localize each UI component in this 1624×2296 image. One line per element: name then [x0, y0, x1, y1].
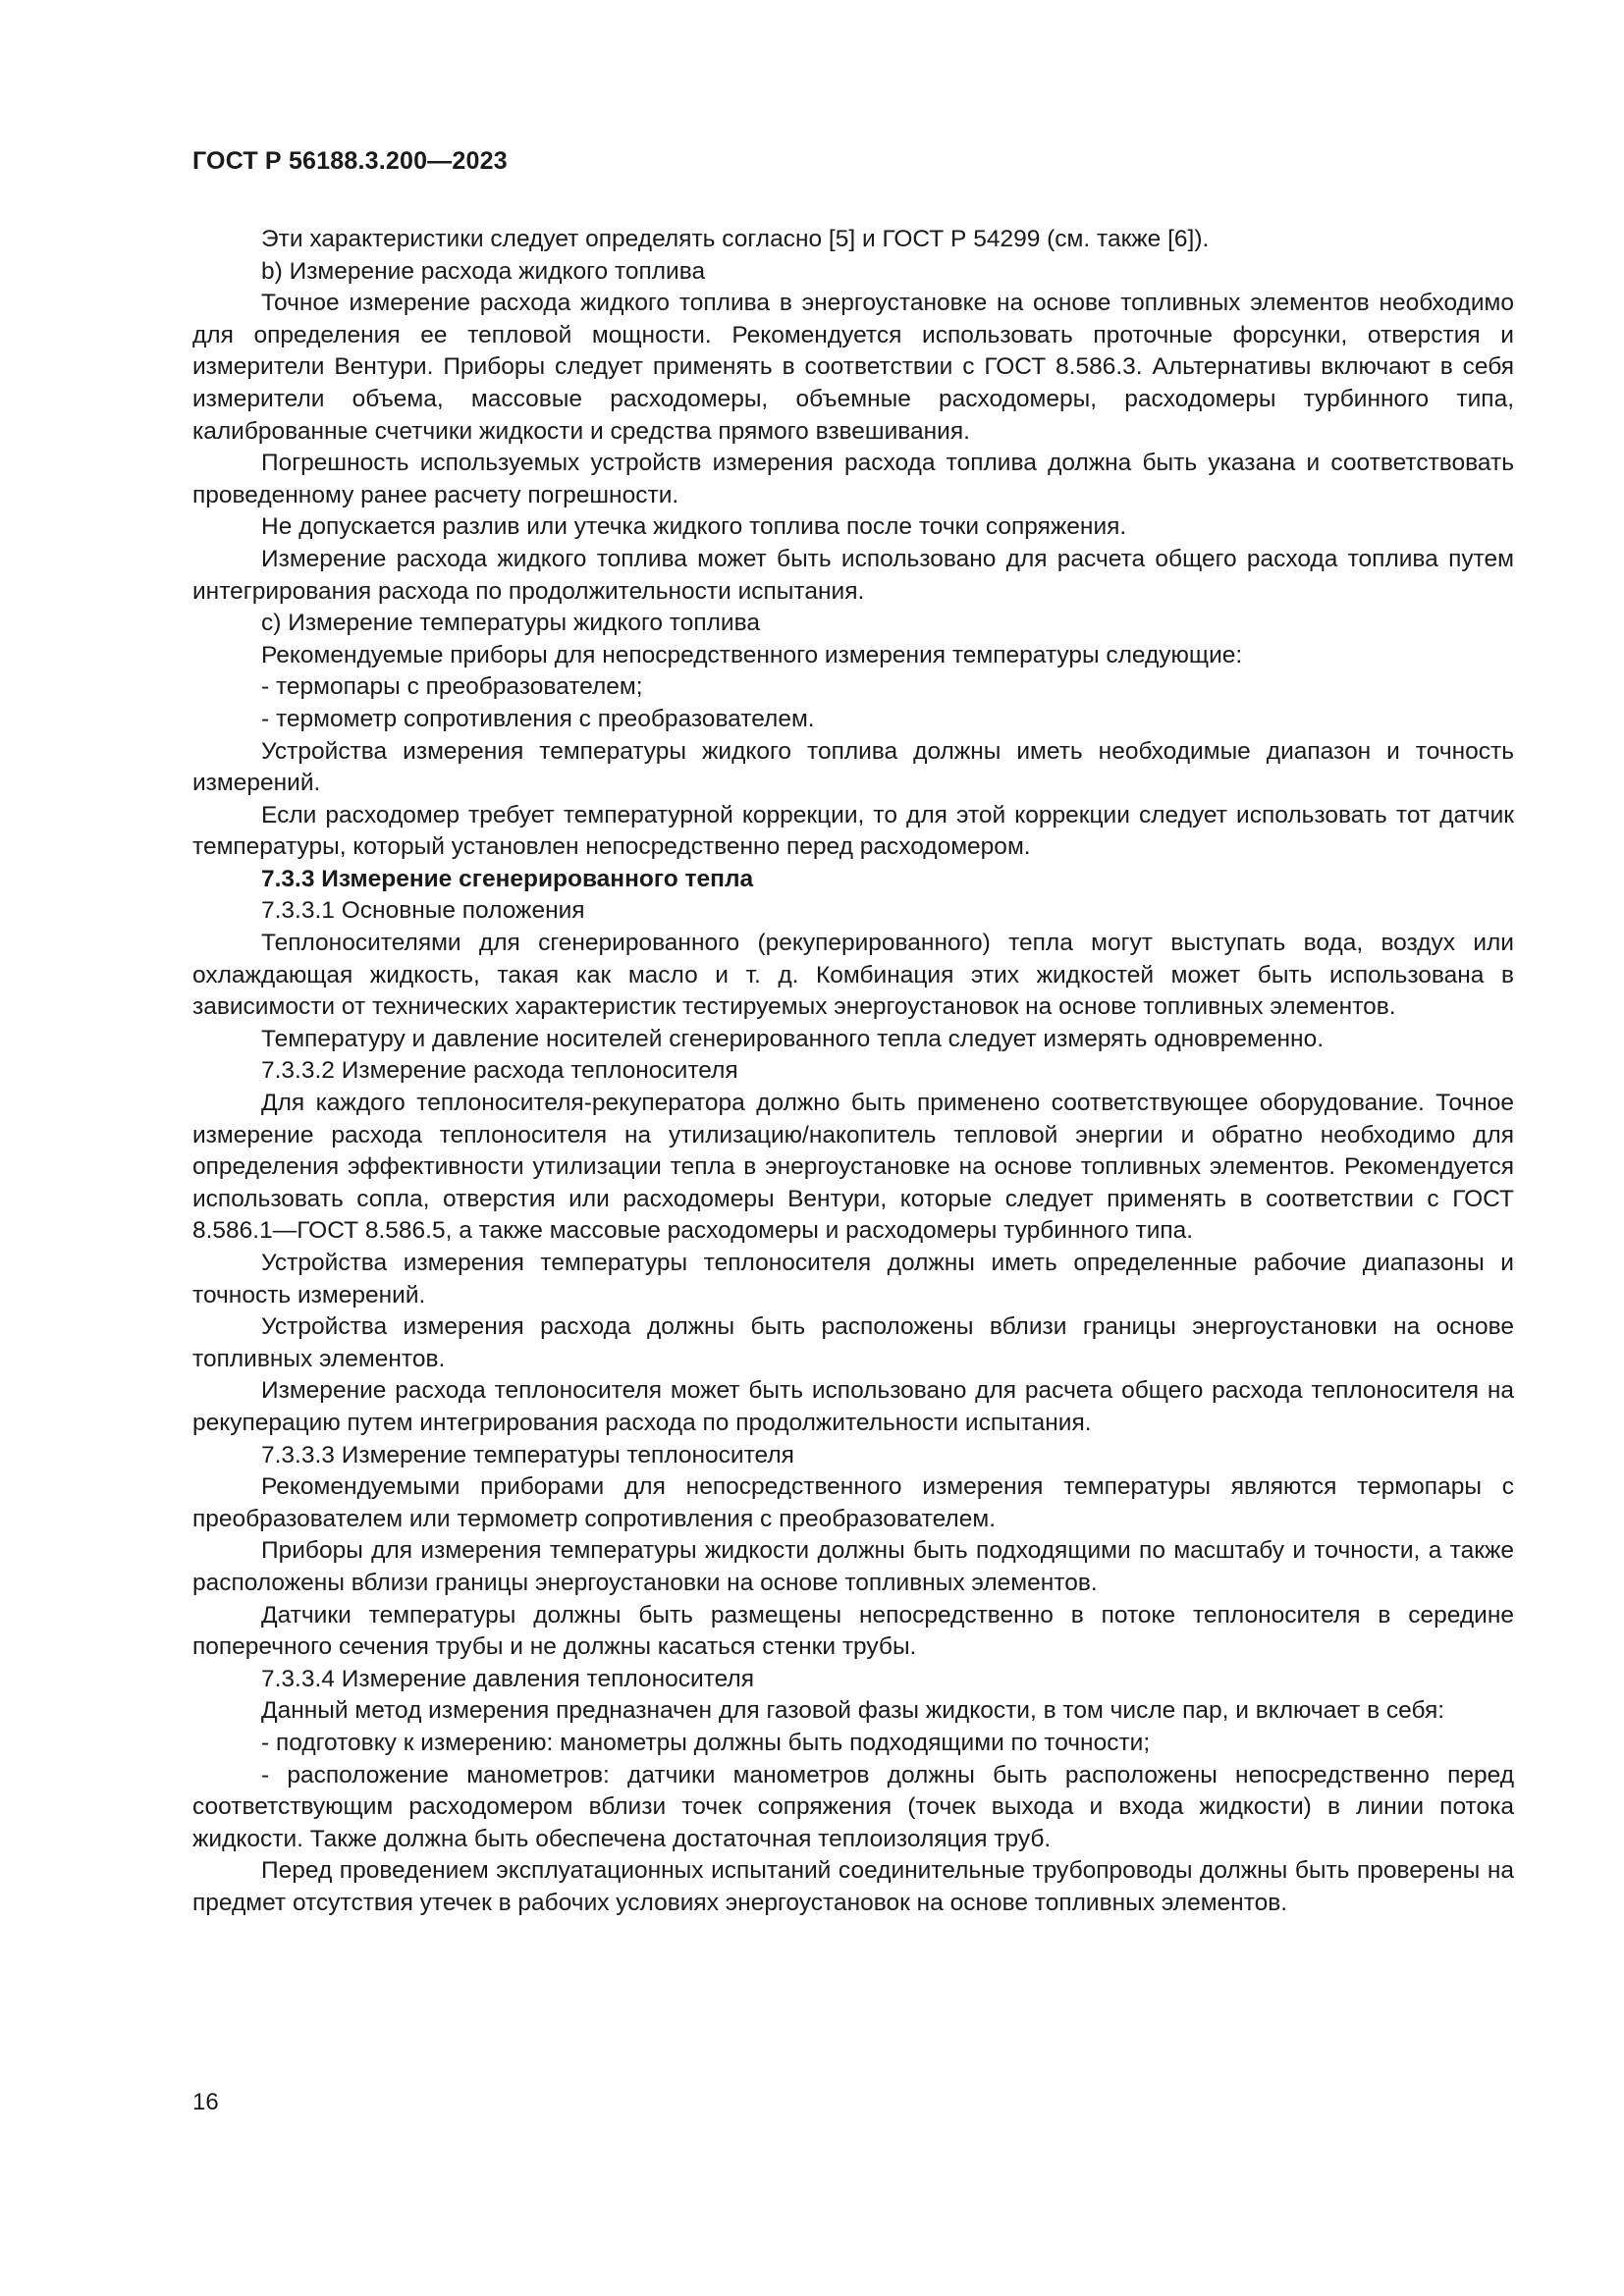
paragraph: b) Измерение расхода жидкого топлива	[261, 257, 706, 285]
paragraph: Устройства измерения расхода должны быть расположены вблизи границы энергоустановки на основе топливных элементов.	[192, 1313, 1514, 1372]
paragraph: Перед проведением эксплуатационных испытаний соединительные трубопроводы должны быть проверены на предмет отсутствия утечек в рабочих условиях энергоустановок на основе топливных элементов.	[192, 1857, 1514, 1916]
paragraph: Устройства измерения температуры жидкого топлива должны иметь необходимые диапазон и точность измерений.	[192, 737, 1514, 797]
paragraph: Измерение расхода жидкого топлива может быть использовано для расчета общего расхода топлива путем интегрирования расхода по продолжительности испытания.	[192, 545, 1514, 605]
paragraph: Если расходомер требует температурной коррекции, то для этой коррекции следует использовать тот датчик температуры, который установлен непосредственно перед расходомером.	[192, 801, 1514, 861]
paragraph: 7.3.3.3 Измерение температуры теплоносителя	[261, 1441, 794, 1468]
section-heading: 7.3.3 Измерение сгенерированного тепла	[261, 865, 754, 892]
paragraph: Не допускается разлив или утечка жидкого топлива после точки сопряжения.	[261, 513, 1127, 541]
paragraph: - подготовку к измерению: манометры должны быть подходящими по точности;	[261, 1729, 1151, 1756]
paragraph: - расположение манометров: датчики манометров должны быть расположены непосредственно перед соответствующим расходомером вблизи точек сопряжения (точек выхода и входа жидкости) в линии потока жидкости. Также должна быть обеспечена достаточная теплоизоляция труб.	[192, 1761, 1514, 1852]
page-number: 16	[192, 2089, 219, 2115]
paragraph: c) Измерение температуры жидкого топлива	[261, 610, 760, 637]
paragraph: Погрешность используемых устройств измерения расхода топлива должна быть указана и соответствовать проведенному ранее расчету погрешности.	[192, 450, 1514, 508]
paragraph: 7.3.3.4 Измерение давления теплоносителя	[261, 1665, 754, 1692]
paragraph: Рекомендуемыми приборами для непосредственного измерения температуры являются термопары с преобразователем или термометр сопротивления с преобразователем.	[192, 1473, 1514, 1532]
document-header: ГОСТ Р 56188.3.200—2023	[192, 147, 508, 175]
paragraph: Температуру и давление носителей сгенерированного тепла следует измерять одновременно.	[261, 1025, 1324, 1052]
paragraph: Устройства измерения температуры теплоносителя должны иметь определенные рабочие диапазоны и точность измерений.	[192, 1250, 1514, 1308]
document-body	[192, 224, 1514, 1919]
paragraph: Данный метод измерения предназначен для газовой фазы жидкости, в том числе пар, и включает в себя:	[261, 1697, 1445, 1725]
paragraph: Эти характеристики следует определять согласно [5] и ГОСТ Р 54299 (см. также [6]).	[261, 226, 1210, 252]
paragraph: - термометр сопротивления с преобразователем.	[261, 705, 815, 732]
paragraph: - термопары с преобразователем;	[261, 673, 643, 701]
paragraph: 7.3.3.2 Измерение расхода теплоносителя	[261, 1057, 738, 1085]
paragraph: 7.3.3.1 Основные положения	[261, 897, 585, 925]
paragraph: Теплоносителями для сгенерированного (рекуперированного) тепла могут выступать вода, воздух или охлаждающая жидкость, такая как масло и т. д. Комбинация этих жидкостей может быть использована в зависимости от технических характеристик тестируемых энергоустановок на основе топливных элементов.	[192, 930, 1514, 1021]
paragraph: Для каждого теплоносителя-рекуператора должно быть применено соответствующее оборудование. Точное измерение расхода теплоносителя на утилизацию/накопитель тепловой энергии и обратно необходимо для определения эффективности утилизации тепла в энергоустановке на основе топливных элементов. Рекомендуется использовать сопла, отверстия или расходомеры Вентури, которые следует применять в соответствии с ГОСТ 8.586.1—ГОСТ 8.586.5, а также массовые расходомеры и расходомеры турбинного типа.	[192, 1090, 1514, 1245]
paragraph: Точное измерение расхода жидкого топлива в энергоустановке на основе топливных элементов необходимо для определения ее тепловой мощности. Рекомендуется использовать проточные форсунки, отверстия и измерители Вентури. Приборы следует применять в соответствии с ГОСТ 8.586.3. Альтернативы включают в себя измерители объема, массовые расходомеры, объемные расходомеры, расходомеры турбинного типа, калиброванные счетчики жидкости и средства прямого взвешивания.	[192, 290, 1514, 445]
paragraph: Датчики температуры должны быть размещены непосредственно в потоке теплоносителя в середине поперечного сечения трубы и не должны касаться стенки трубы.	[192, 1601, 1514, 1661]
paragraph: Измерение расхода теплоносителя может быть использовано для расчета общего расхода теплоносителя на рекуперацию путем интегрирования расхода по продолжительности испытания.	[192, 1377, 1514, 1436]
paragraph: Рекомендуемые приборы для непосредственного измерения температуры следующие:	[261, 641, 1243, 668]
paragraph: Приборы для измерения температуры жидкости должны быть подходящими по масштабу и точности, а также расположены вблизи границы энергоустановки на основе топливных элементов.	[192, 1537, 1514, 1596]
